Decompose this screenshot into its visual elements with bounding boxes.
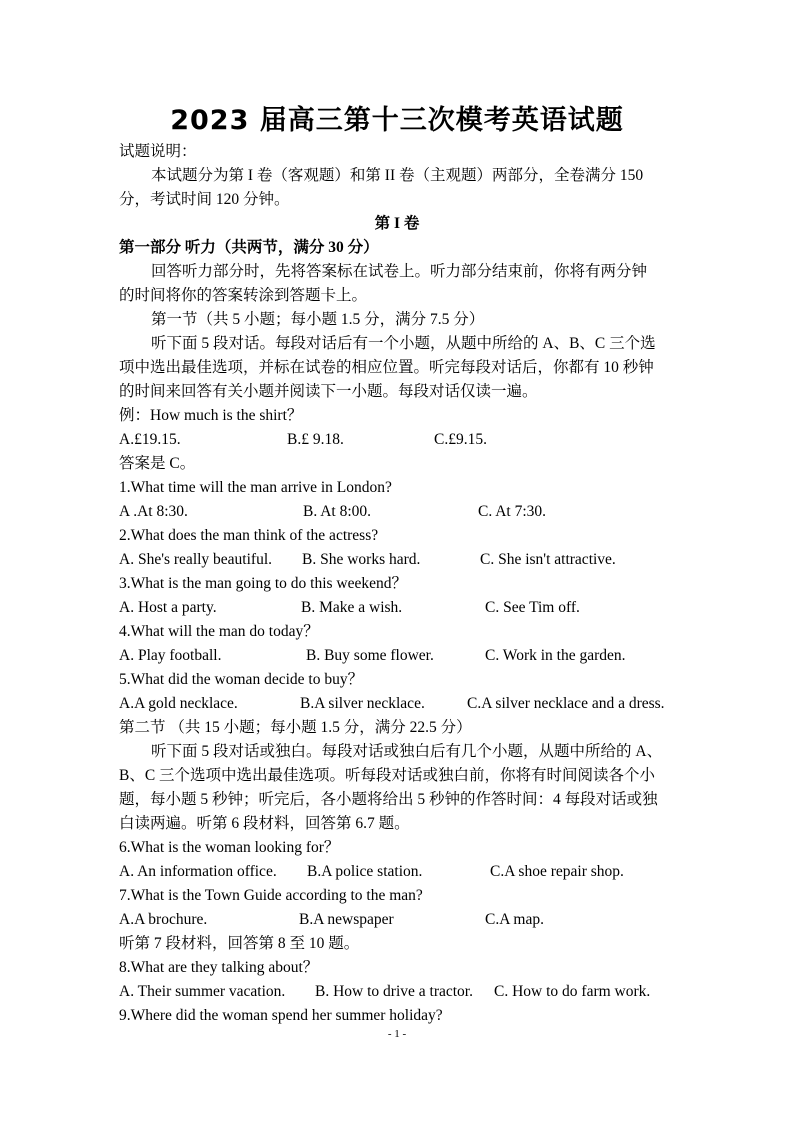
question-7-option-b: B.A newspaper [299, 911, 394, 928]
example-option-b: B.£ 9.18. [287, 431, 344, 448]
intro-label: 试题说明： [119, 143, 197, 160]
example-option-a: A.£19.15. [119, 431, 181, 448]
question-7-option-c: C.A map. [485, 911, 544, 928]
intro-line-1: 本试题分为第 I 卷（客观题）和第 II 卷（主观题）两部分，全卷满分 150 [151, 167, 644, 184]
section2-instruction-2: B、C 三个选项中选出最佳选项。听每段对话或独白前，你将有时间阅读各个小 [119, 767, 656, 784]
exam-title: 2023 届高三第十三次模考英语试题 [170, 105, 624, 136]
question-9: 9.Where did the woman spend her summer holiday? [119, 1007, 443, 1024]
question-4-option-b: B. Buy some flower. [306, 647, 434, 664]
question-1-option-c: C. At 7:30. [478, 503, 547, 520]
section2-instruction-4: 白读两遍。听第 6 段材料，回答第 6.7 题。 [119, 815, 410, 832]
volume-title: 第 I 卷 [374, 215, 420, 232]
example-question: 例：How much is the shirt？ [119, 407, 303, 424]
section1-heading: 第一节（共 5 小题；每小题 1.5 分，满分 7.5 分） [151, 311, 485, 328]
question-3-option-c: C. See Tim off. [485, 599, 580, 616]
question-4-option-c: C. Work in the garden. [485, 647, 626, 664]
question-8: 8.What are they talking about？ [119, 959, 319, 976]
question-1: 1.What time will the man arrive in London? [119, 479, 392, 496]
question-6: 6.What is the woman looking for？ [119, 839, 340, 856]
question-4-option-a: A. Play football. [119, 647, 222, 664]
question-2-option-c: C. She isn't attractive. [480, 551, 616, 568]
section1-instruction-3: 的时间来回答有关小题并阅读下一小题。每段对话仅读一遍。 [119, 383, 538, 400]
question-6-option-a: A. An information office. [119, 863, 277, 880]
question-1-option-a: A .At 8:30. [119, 503, 188, 520]
section1-instruction-1: 听下面 5 段对话。每段对话后有一个小题，从题中所给的 A、B、C 三个选 [151, 335, 656, 352]
question-4: 4.What will the man do today？ [119, 623, 319, 640]
part1-heading: 第一部分 听力（共两节，满分 30 分） [119, 239, 379, 256]
section2-heading: 第二节 （共 15 小题；每小题 1.5 分，满分 22.5 分） [119, 719, 472, 736]
question-6-option-c: C.A shoe repair shop. [490, 863, 624, 880]
section1-instruction-2: 项中选出最佳选项，并标在试卷的相应位置。听完每段对话后，你都有 10 秒钟 [119, 359, 654, 376]
part1-instruction-1: 回答听力部分时，先将答案标在试卷上。听力部分结束前，你将有两分钟 [151, 263, 648, 280]
question-5-option-c: C.A silver necklace and a dress. [467, 695, 665, 712]
question-5-option-a: A.A gold necklace. [119, 695, 238, 712]
section2-instruction-1: 听下面 5 段对话或独白。每段对话或独白后有几个小题，从题中所给的 A、 [151, 743, 663, 760]
question-3-option-a: A. Host a party. [119, 599, 217, 616]
question-5-option-b: B.A silver necklace. [300, 695, 425, 712]
question-8-option-c: C. How to do farm work. [494, 983, 651, 1000]
question-8-option-a: A. Their summer vacation. [119, 983, 286, 1000]
page-number: - 1 - [387, 1028, 407, 1040]
question-3-option-b: B. Make a wish. [301, 599, 403, 616]
example-answer: 答案是 C。 [119, 455, 196, 472]
question-1-option-b: B. At 8:00. [303, 503, 372, 520]
intro-line-2: 分，考试时间 120 分钟。 [119, 191, 290, 208]
question-7-option-a: A.A brochure. [119, 911, 208, 928]
question-8-option-b: B. How to drive a tractor. [315, 983, 473, 1000]
question-7: 7.What is the Town Guide according to the man? [119, 887, 423, 904]
question-3: 3.What is the man going to do this weekend？ [119, 575, 407, 592]
section2-instruction-3: 题，每小题 5 秒钟；听完后，各小题将给出 5 秒钟的作答时间：4 每段对话或独 [119, 791, 658, 808]
question-6-option-b: B.A police station. [307, 863, 423, 880]
part1-instruction-2: 的时间将你的答案转涂到答题卡上。 [119, 287, 368, 304]
question-5: 5.What did the woman decide to buy？ [119, 671, 364, 688]
example-option-c: C.£9.15. [434, 431, 487, 448]
segment7-intro: 听第 7 段材料，回答第 8 至 10 题。 [119, 935, 360, 952]
question-2-option-b: B. She works hard. [302, 551, 421, 568]
question-2: 2.What does the man think of the actress? [119, 527, 379, 544]
question-2-option-a: A. She's really beautiful. [119, 551, 273, 568]
